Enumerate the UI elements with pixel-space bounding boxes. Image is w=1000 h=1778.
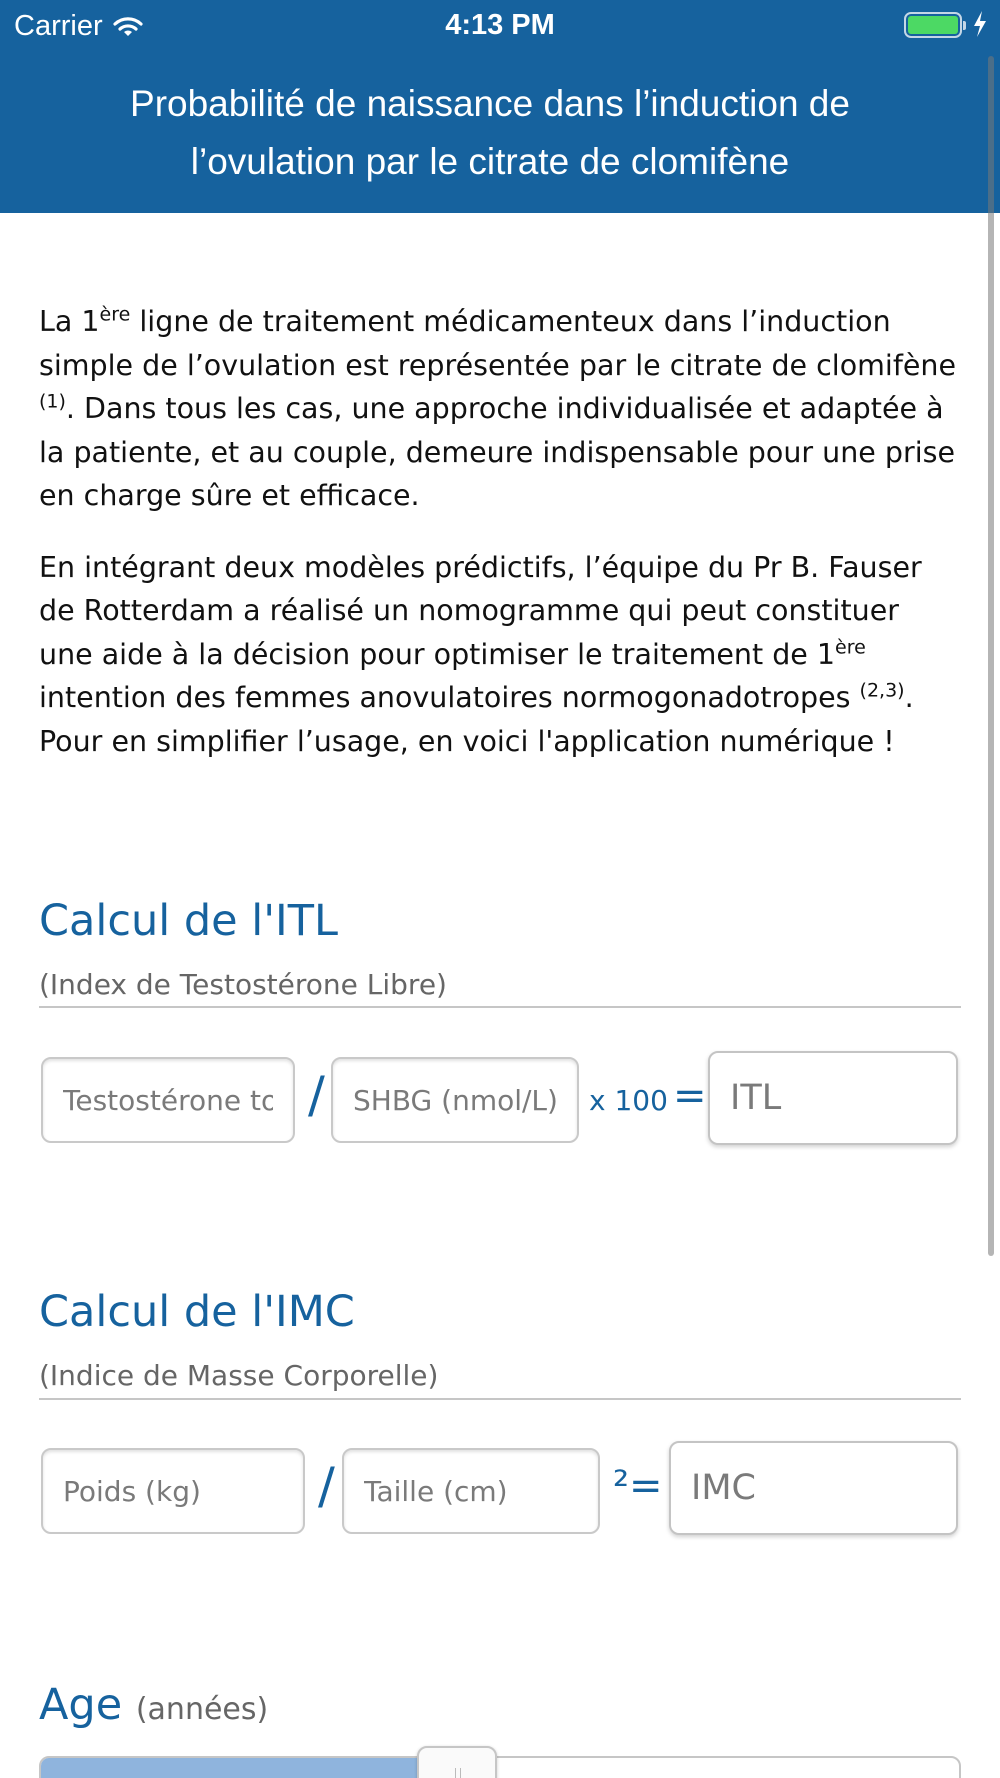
- itl-section-title: Calcul de l'ITL: [39, 896, 338, 946]
- itl-result-field[interactable]: [708, 1051, 958, 1145]
- shbg-input[interactable]: [331, 1057, 579, 1143]
- status-bar: [0, 0, 1000, 50]
- grip-icon: [455, 1768, 461, 1778]
- imc-section-title: Calcul de l'IMC: [39, 1287, 355, 1337]
- intro-paragraph-1: La 1ère ligne de traitement médicamenteux dans l’induction simple de l’ovulation est représentée par le citrate de clomifène $^{(1)}$. Dans tous les cas, une approche individualisée et adaptée à la patiente, et au couple, demeure indispensable pour une prise en charge sûre et efficace.: [39, 303, 957, 512]
- page-header: [0, 50, 1000, 213]
- clock: 4:13 PM: [445, 9, 555, 41]
- age-slider-track[interactable]: [39, 1756, 961, 1778]
- itl-equals-sign: =: [673, 1073, 707, 1119]
- intro-text: [39, 300, 959, 791]
- imc-section-subtitle: (Indice de Masse Corporelle): [39, 1359, 439, 1392]
- height-input[interactable]: [342, 1448, 600, 1534]
- age-label: Age: [39, 1680, 123, 1730]
- age-unit-label: (années): [135, 1692, 269, 1727]
- page-title-line-1: Probabilité de naissance dans l’induction de: [130, 83, 850, 124]
- age-slider-handle[interactable]: [417, 1746, 497, 1778]
- itl-divider: [39, 1006, 961, 1008]
- itl-section-subtitle: (Index de Testostérone Libre): [39, 968, 447, 1001]
- imc-result-field[interactable]: [669, 1441, 958, 1535]
- page-title-line-2: l’ovulation par le citrate de clomifène: [190, 141, 790, 182]
- weight-input[interactable]: [41, 1448, 305, 1534]
- itl-multiplier: x 100: [589, 1084, 668, 1117]
- imc-divider: [39, 1398, 961, 1400]
- itl-divide-sign: /: [308, 1066, 325, 1124]
- intro-paragraph-2: En intégrant deux modèles prédictifs, l’équipe du Pr B. Fauser de Rotterdam a réalisé un nomogramme qui peut constituer une aide à la décision pour optimiser le traitement de 1ère intention des femmes anovulatoires normogonadotropes $^{(2,3)}$. Pour en simplifier l’usage, en voici l'application numérique !: [39, 550, 922, 758]
- testosterone-input[interactable]: [41, 1057, 295, 1143]
- age-slider-fill: [41, 1758, 419, 1778]
- carrier-label: Carrier: [14, 10, 103, 42]
- age-section-title: [39, 1680, 268, 1730]
- battery-icon: [904, 12, 962, 38]
- imc-square-equals-sign: ²=: [613, 1463, 663, 1509]
- scroll-indicator[interactable]: [988, 56, 994, 1256]
- charging-bolt-icon: [972, 10, 988, 38]
- imc-divide-sign: /: [318, 1457, 335, 1515]
